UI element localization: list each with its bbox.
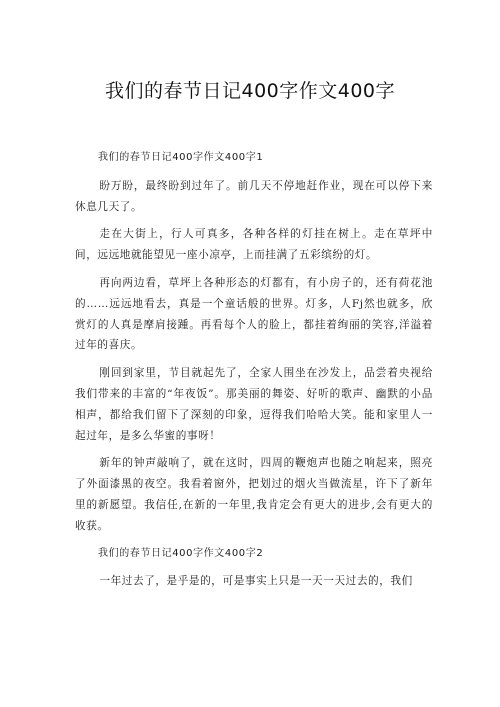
body-paragraph: 再向两边看，草坪上各种形态的灯都有，有小房子的，还有荷花池的……远远地看去，真是一个童话般的世界。灯多，人Fj然也就多，欣赏灯的人真是摩肩接踵。再看每个人的脸上，都挂着绚丽的笑容,洋溢着过年的喜庆。	[75, 276, 433, 352]
document-body	[75, 148, 433, 599]
section-heading: 我们的春节日记400字作文400字1	[98, 152, 264, 163]
section-heading: 我们的春节日记400字作文400字2	[98, 547, 264, 559]
body-paragraph: 盼万盼，最终盼到过年了。前几天不停地赶作业，现在可以停下来休息几天了。	[75, 179, 433, 213]
body-paragraph: 一年过去了，是乎是的，可是事实上只是一天一天过去的，我们	[99, 575, 413, 588]
body-paragraph: 刚回到家里，节目就起先了，全家人围坐在沙发上，品尝着央视给我们带来的丰富的“年夜饭”。那美丽的舞姿、好听的歌声、幽默的小品相声，都给我们留下了深刻的印象，逗得我们哈哈大笑。能和家里人一起过年，是多么华蜜的事呀！	[75, 367, 433, 442]
body-paragraph: 新年的钟声敲响了，就在这时，四周的鞭炮声也随之响起来，照亮了外面漆黑的夜空。我看着窗外，把划过的烟火当做流星，许下了新年里的新愿望。我信任,在新的一年里,我肯定会有更大的进步,会有更大的收获。	[75, 457, 433, 532]
document-title: 我们的春节日记400字作文400字	[104, 80, 396, 102]
body-paragraph: 走在大街上，行人可真多，各种各样的灯挂在树上。走在草坪中间，远远地就能望见一座小凉亭，上而挂满了五彩缤纷的灯。	[75, 228, 433, 262]
